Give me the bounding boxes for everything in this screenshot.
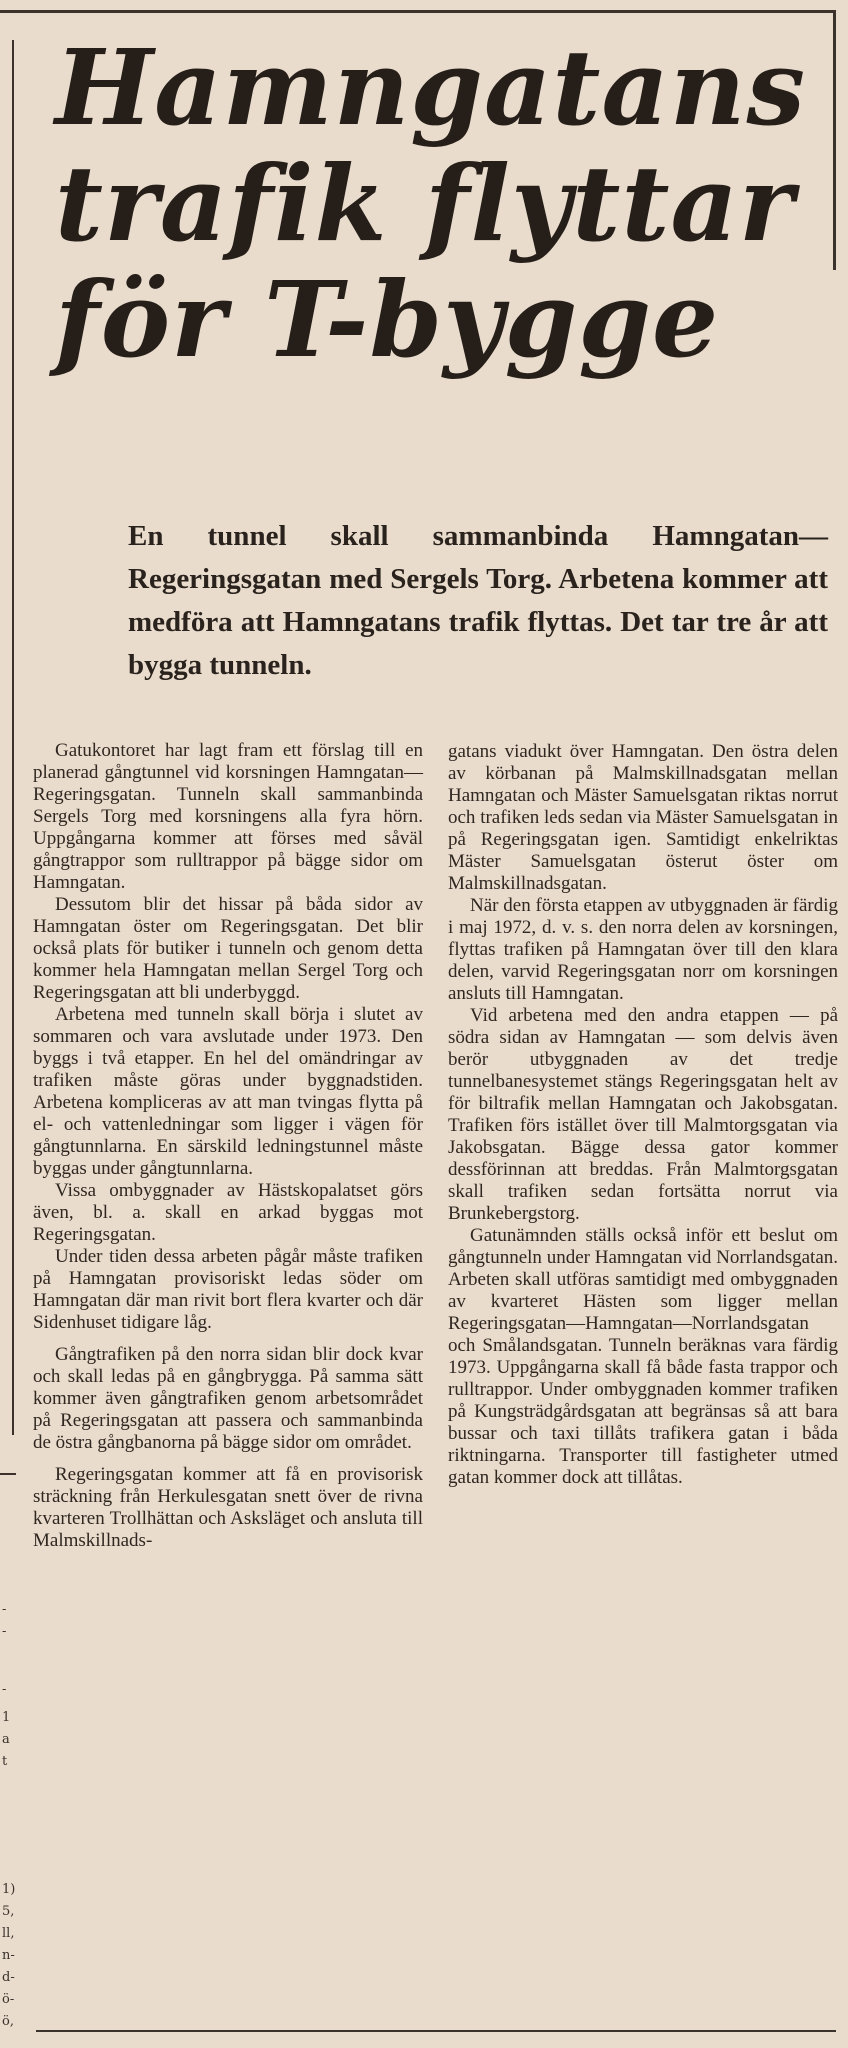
body-paragraph: Gatunämnden ställs också inför ett beslut om gångtunneln under Hamngatan vid Norrlandsgatan. Arbeten skall utföras samtidigt med ombyggnaden av kvarteret Hästen som ligger mellan Regeringsgatan—Hamngatan—Norrlandsgatan och Smålandsgatan. Tunneln beräknas vara färdig 1973. Uppgångarna skall få både fasta trappor och rulltrappor. Under ombyggnaden kommer trafiken på Kungsträdgårdsgatan att begränsas så att bara bussar och taxi tillåts trafikera gatan i båda riktningarna. Transporter till fastigheter utmed gatan kommer dock att tillåtas.	[448, 1225, 838, 1488]
left-column-rule	[12, 40, 14, 1435]
fragment-text: ll,	[2, 1926, 15, 1941]
headline	[55, 26, 845, 381]
headline-line: för T-bygge	[55, 258, 720, 381]
fragment-text: n-	[2, 1948, 15, 1963]
headline-line: trafik flyttar	[55, 142, 795, 265]
fragment-text: ö-	[2, 1992, 15, 2007]
body-paragraph: Gatukontoret har lagt fram ett förslag till en planerad gångtunnel vid korsningen Hamngatan—Regeringsgatan. Tunneln skall sammanbinda Sergels Torg med korsningens alla fyra hörn. Uppgångarna kommer att förses med såväl gångtrappor som rulltrappor på bägge sidor om Hamngatan.	[33, 740, 423, 893]
body-paragraph: Arbetena med tunneln skall börja i slutet av sommaren och vara avslutade under 1973. Den byggs i två etapper. En hel del omändringar av trafiken måste göras under byggnadstiden. Arbetena kompliceras av att man tvingas flytta på el- och vattenledningar som ligger i vägen för gångtunnlarna. En särskild ledningstunnel måste byggas under gångtunnlarna.	[33, 1004, 423, 1179]
body-paragraph: Vissa ombyggnader av Hästskopalatset görs även, bl. a. skall en arkad byggas mot Regeringsgatan.	[33, 1180, 423, 1245]
headline-line: Hamngatans	[55, 26, 806, 149]
fragment-text: 1)	[2, 1882, 16, 1897]
fragment-text: 1	[2, 1710, 11, 1725]
body-column-left	[33, 740, 423, 1552]
bottom-rule	[36, 2030, 836, 2032]
body-paragraph: gatans viadukt över Hamngatan. Den östra delen av körbanan på Malmskillnadsgatan mellan Hamngatan och Mäster Samuelsgatan riktas norrut och trafiken leds sedan via Mäster Samuelsgatan in på Regeringsgatan igen. Samtidigt enkelriktas Mäster Samuelsgatan österut öster om Malmskillnadsgatan.	[448, 741, 838, 894]
fragment-text: ö,	[2, 2014, 14, 2029]
fragment-text: -	[2, 1602, 7, 1617]
fragment-text: 5,	[2, 1904, 15, 1919]
body-paragraph: Gångtrafiken på den norra sidan blir dock kvar och skall ledas på en gångbrygga. På samma sätt kommer även gångtrafiken genom arbetsområdet på Regeringsgatan att passera och sammanbinda de östra gångbanorna på bägge sidor om området.	[33, 1344, 423, 1453]
fragment-text: a	[2, 1732, 10, 1747]
body-paragraph: När den första etappen av utbyggnaden är färdig i maj 1972, d. v. s. den norra delen av korsningen, flyttas trafiken på Hamngatan över till den klara delen, varvid Regeringsgatan norr om korsningen ansluts till Hamngatan.	[448, 895, 838, 1004]
fragment-text: t	[2, 1754, 8, 1769]
body-column-right	[448, 741, 838, 1489]
body-paragraph: Under tiden dessa arbeten pågår måste trafiken på Hamngatan provisoriskt ledas söder om Hamngatan där man rivit bort flera kvarter och där Sidenhuset tidigare låg.	[33, 1246, 423, 1333]
body-paragraph: Vid arbetena med den andra etappen — på södra sidan av Hamngatan — som delvis även berör utbyggnaden av det tredje tunnelbanesystemet stängs Regeringsgatan helt av för biltrafik mellan Hamngatan och Jakobsgatan. Trafiken förs istället över till Malmtorgsgatan via Jakobsgatan. Bägge dessa gator kommer dessförinnan att breddas. Från Malmtorgsgatan skall trafiken sedan fortsätta norrut via Brunkebergstorg.	[448, 1005, 838, 1224]
top-rule	[0, 10, 836, 13]
lead-paragraph: En tunnel skall sammanbinda Hamngatan—Regeringsgatan med Sergels Torg. Arbetena kommer att medföra att Hamngatans trafik flyttas. Det tar tre år att bygga tunneln.	[128, 520, 828, 681]
adjacent-article-rule	[0, 1473, 16, 1475]
fragment-text: d-	[2, 1970, 15, 1985]
body-paragraph: Dessutom blir det hissar på båda sidor av Hamngatan öster om Regeringsgatan. Det blir också plats för butiker i tunneln och genom detta kommer hela Hamngatan mellan Sergel Torg och Regeringsgatan att bli underbyggd.	[33, 894, 423, 1003]
fragment-text: -	[2, 1624, 7, 1639]
body-paragraph: Regeringsgatan kommer att få en provisorisk sträckning från Herkulesgatan snett över de rivna kvarteren Trollhättan och Asksläget och ansluta till Malmskillnads-	[33, 1464, 423, 1551]
fragment-text: -	[2, 1682, 7, 1697]
